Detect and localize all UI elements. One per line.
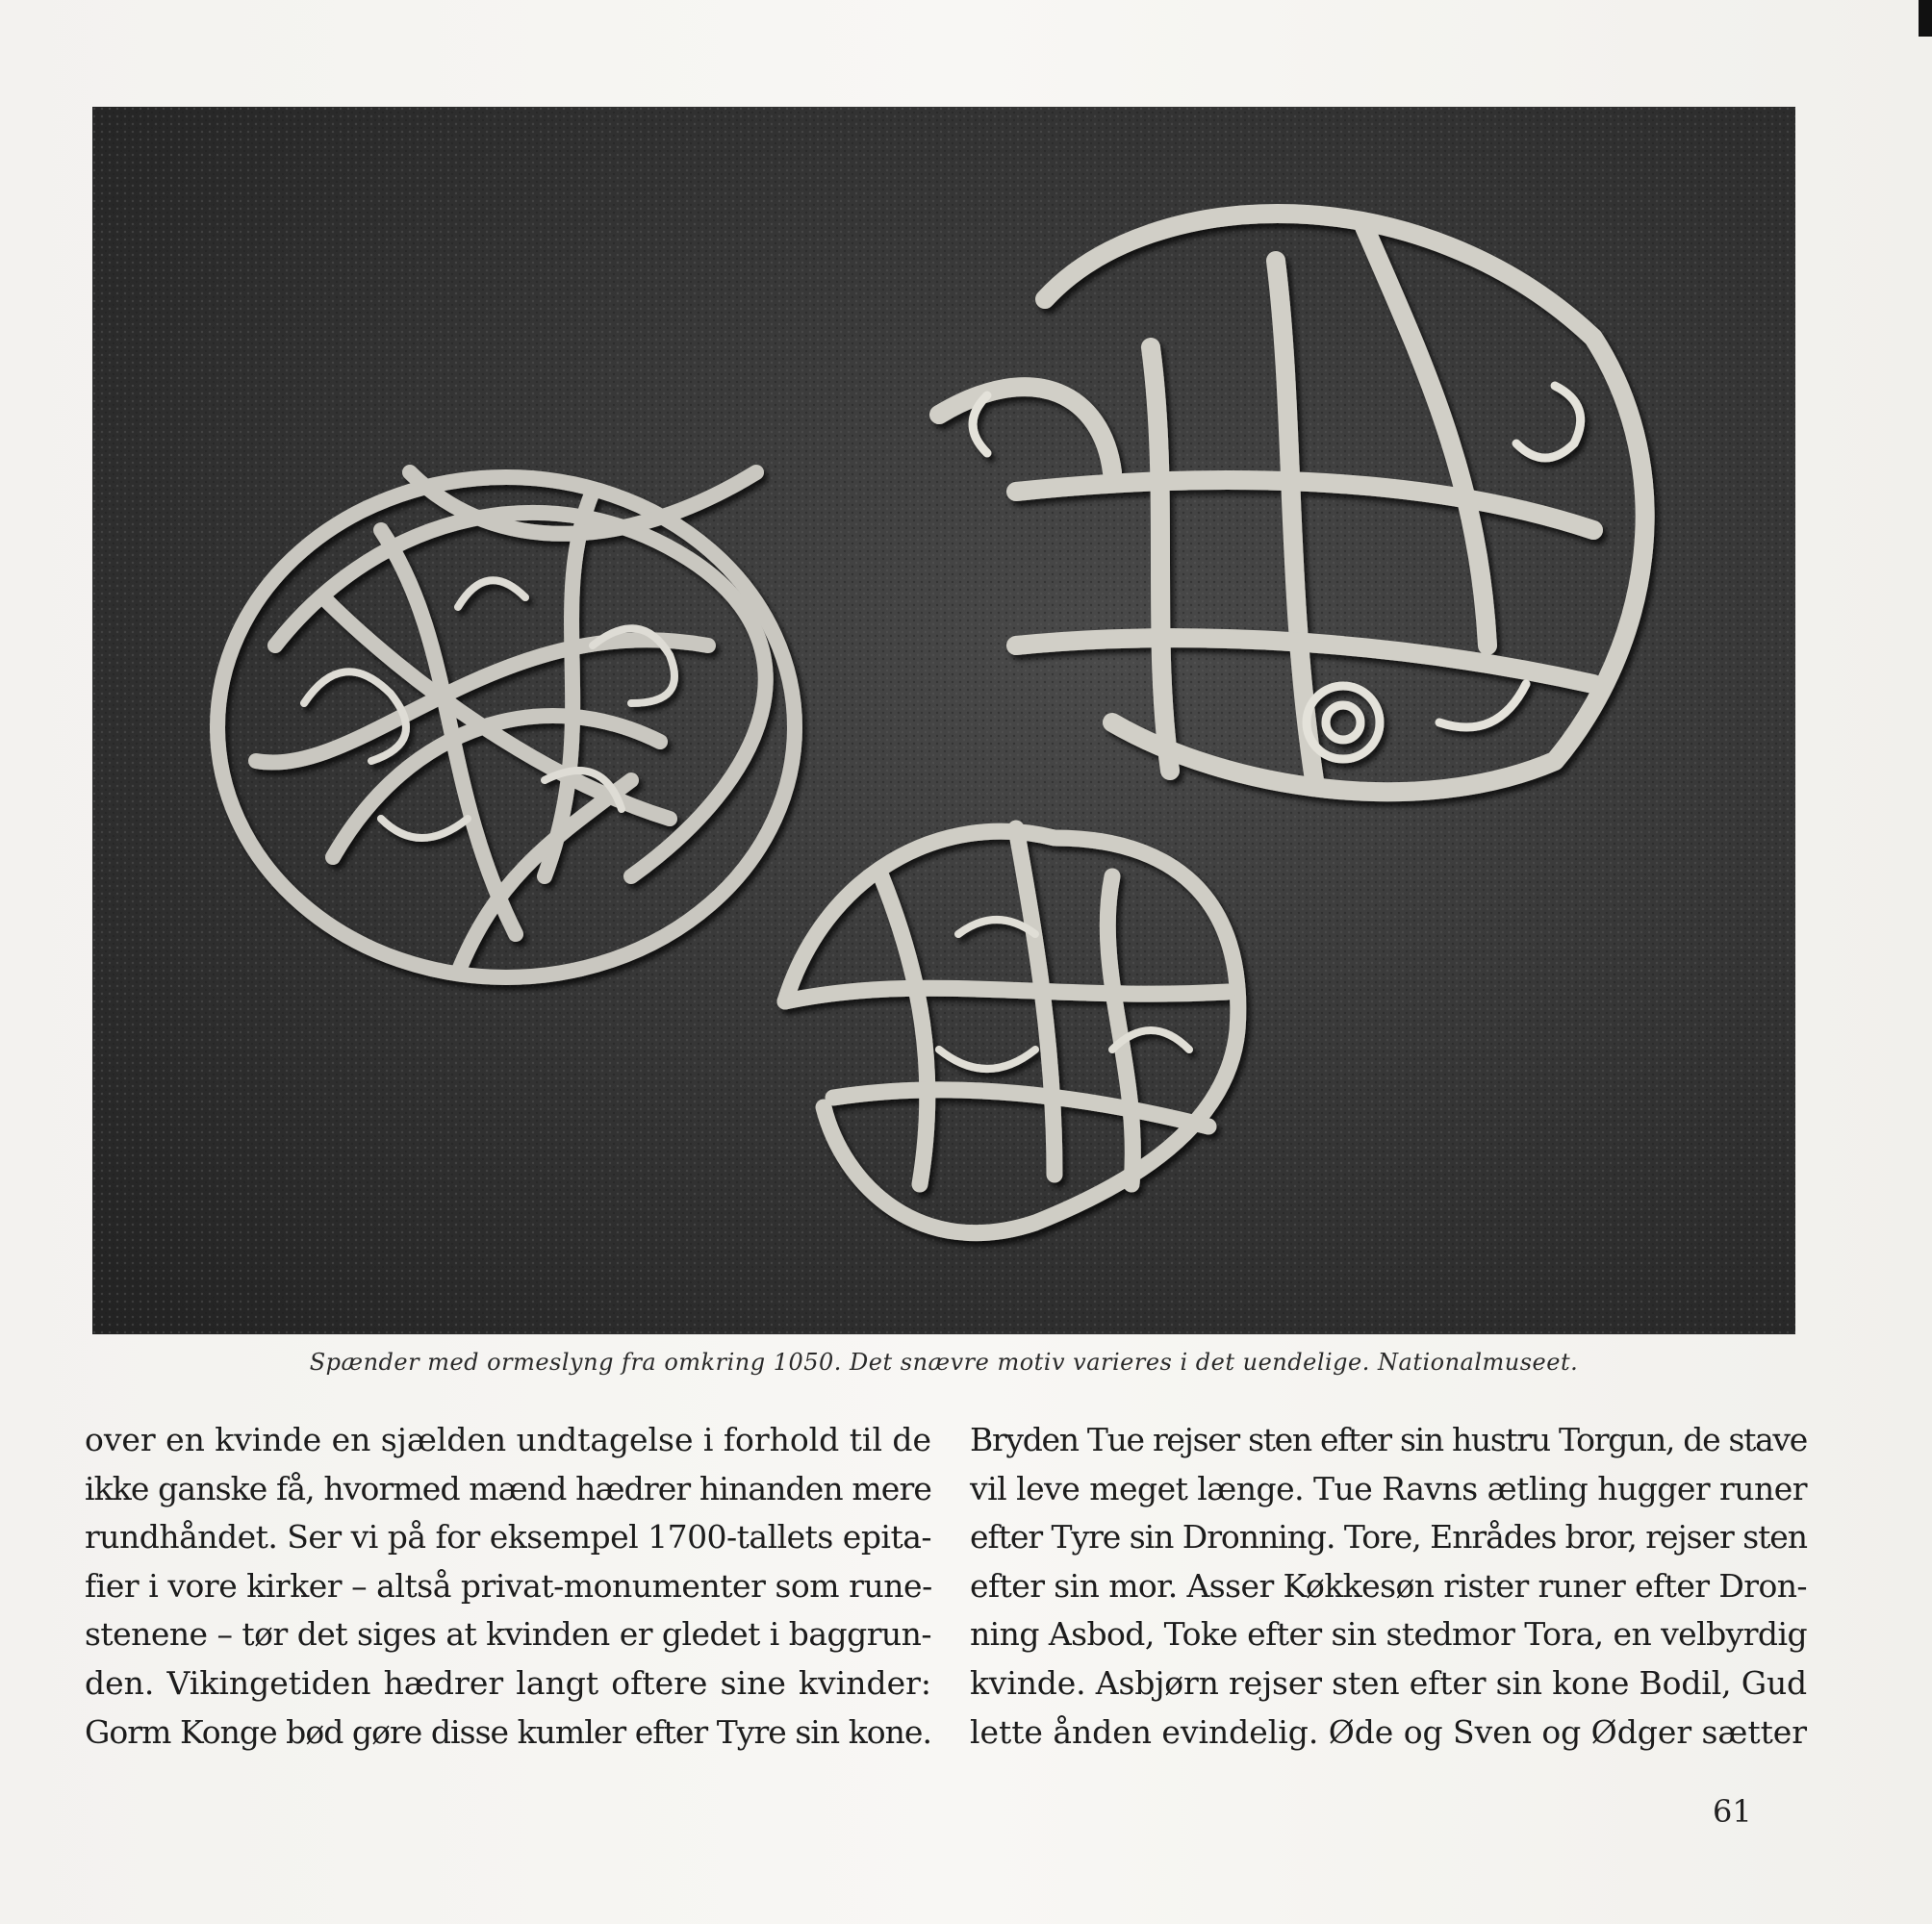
- text-line: fier i vore kirker – altså privat-monumenter som rune-: [85, 1566, 932, 1605]
- text-line: vil leve meget længe. Tue Ravns ætling hugger runer: [970, 1469, 1807, 1507]
- text-line: ikke ganske få, hvormed mænd hædrer hinanden mere: [85, 1469, 931, 1507]
- body-text-right-column: [970, 1416, 1807, 1757]
- text-line: lette ånden evindelig. Øde og Sven og Ødger sætter: [970, 1712, 1807, 1751]
- text-line: efter Tyre sin Dronning. Tore, Enrådes bror, rejser sten: [970, 1518, 1807, 1557]
- text-line: rundhåndet. Ser vi på for eksempel 1700-tallets epita-: [85, 1518, 931, 1557]
- brooches-illustration: [92, 107, 1795, 1334]
- page-edge-mark: [1919, 0, 1932, 37]
- text-line: over en kvinde en sjælden undtagelse i forhold til de: [85, 1421, 931, 1458]
- text-line: Gorm Konge bød gøre disse kumler efter Tyre sin kone.: [85, 1712, 931, 1751]
- brooches-photo: [92, 107, 1795, 1334]
- text-line: Bryden Tue rejser sten efter sin hustru Torgun, de stave: [970, 1421, 1807, 1458]
- body-text-left-column: [85, 1416, 931, 1757]
- text-line: den. Vikingetiden hædrer langt oftere sine kvinder:: [85, 1663, 931, 1702]
- text-line: efter sin mor. Asser Køkkesøn rister runer efter Dron-: [970, 1566, 1807, 1605]
- text-line: kvinde. Asbjørn rejser sten efter sin kone Bodil, Gud: [970, 1663, 1807, 1702]
- page-number: 61: [1713, 1793, 1752, 1830]
- figure-caption: Spænder med ormeslyng fra omkring 1050. Det snævre motiv varieres i det uendelige. Nationalmuseet.: [309, 1349, 1579, 1376]
- text-line: ning Asbod, Toke efter sin stedmor Tora, en velbyrdig: [970, 1615, 1807, 1654]
- text-line: stenene – tør det siges at kvinden er gledet i baggrun-: [85, 1615, 931, 1654]
